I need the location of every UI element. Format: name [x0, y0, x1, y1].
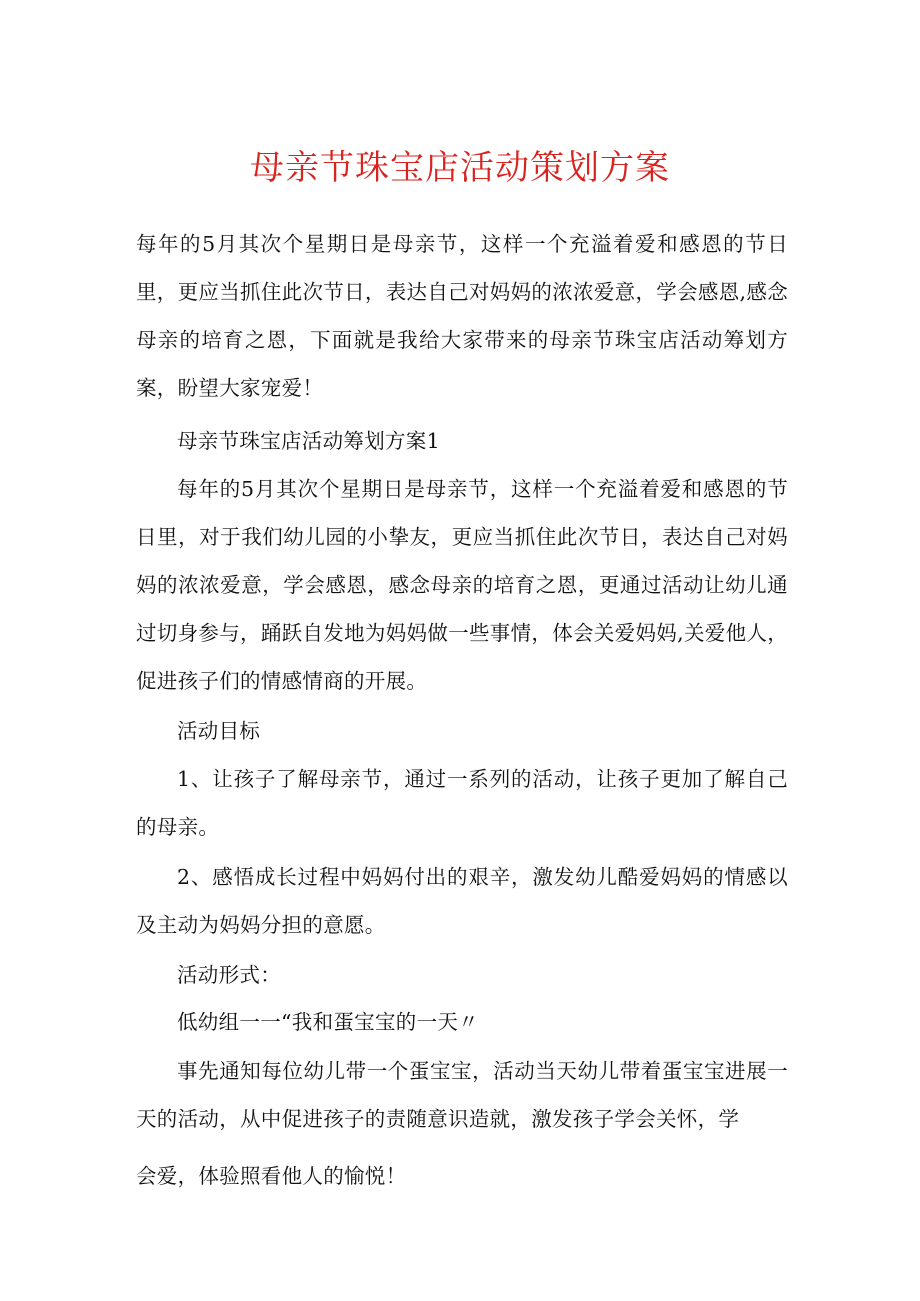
group-paragraph: 事先通知每位幼儿带一个蛋宝宝，活动当天幼儿带着蛋宝宝进展一天的活动，从中促进孩子的责随意识造就，激发孩子学会关怀，学: [136, 1059, 788, 1131]
activity-form-heading: 活动形式：: [177, 963, 281, 987]
group-heading: 低幼组一一“我和蛋宝宝的一天〃: [177, 1010, 479, 1034]
group-paragraph-ending: 会爱，体验照看他人的愉悦！: [136, 1164, 407, 1188]
goal-heading: 活动目标: [177, 719, 261, 743]
section-paragraph: 每年的5月其次个星期日是母亲节，这样一个充溢着爱和感恩的节日里，对于我们幼儿园的小挚友，更应当抓住此次节日，表达自己对妈妈的浓浓爱意，学会感恩，感念母亲的培育之恩，更通过活动让幼儿通过切身参与，踊跃自发地为妈妈做一些事情，体会关爱妈妈,关爱他人，促进孩子们的情感情商的开展。: [136, 477, 788, 693]
intro-paragraph: 每年的5月其次个星期日是母亲节，这样一个充溢着爱和感恩的节日里，更应当抓住此次节日，表达自己对妈妈的浓浓爱意，学会感恩,感念母亲的培育之恩，下面就是我给大家带来的母亲节珠宝店活动筹划方案，盼望大家宠爱！: [136, 232, 788, 400]
document-title: 母亲节珠宝店活动策划方案: [250, 148, 670, 188]
goal-item-1: 1、让孩子了解母亲节，通过一系列的活动，让孩子更加了解自己的母亲。: [136, 767, 788, 839]
goal-item-2: 2、感悟成长过程中妈妈付出的艰辛，激发幼儿酷爱妈妈的情感以及主动为妈妈分担的意愿。: [136, 865, 788, 937]
section-heading: 母亲节珠宝店活动筹划方案1: [177, 429, 440, 453]
